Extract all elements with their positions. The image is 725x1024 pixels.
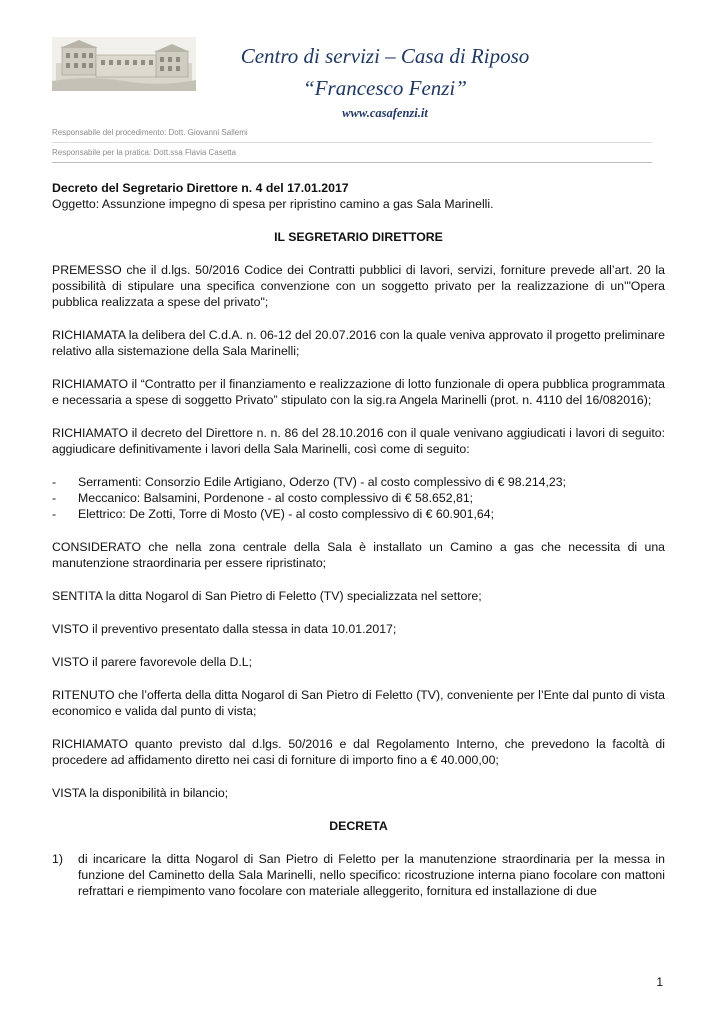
list-bullet: - — [52, 475, 57, 489]
list-item — [52, 490, 665, 506]
building-logo — [52, 37, 196, 91]
premise-paragraph: PREMESSO che il d.lgs. 50/2016 Codice dei Contratti pubblici di lavori, servizi, forniture prevede all’art. 20 la possibilità di stipulare una specifica convenzione con un soggetto privato per la realizzazione di un'"Opera pubblica realizzata a spese del privato"; — [52, 263, 665, 309]
header-divider — [52, 162, 652, 163]
case-manager: Responsabile per la pratica: Dott.ssa Flavia Casetta — [52, 148, 237, 157]
decree-title: Decreto del Segretario Direttore n. 4 del 17.01.2017 — [52, 181, 349, 195]
recital-paragraph: VISTA la disponibilità in bilancio; — [52, 786, 229, 800]
recital-paragraph: VISTO il parere favorevole della D.L; — [52, 655, 253, 669]
website-link[interactable]: www.casafenzi.it — [342, 106, 428, 120]
recital-paragraph: SENTITA la ditta Nogarol di San Pietro di Feletto (TV) specializzata nel settore; — [52, 589, 482, 603]
decree-item-text: di incaricare la ditta Nogarol di San Pietro di Feletto per la manutenzione straordinaria per la messa in funzione del Caminetto della Sala Marinelli, nello specifico: ricostruzione interna piano focolare con mattoni refrattari e riempimento vano focolare con materiale alleggerito, fornitura ed installazione di due — [78, 852, 665, 898]
decree-subject: Oggetto: Assunzione impegno di spesa per ripristino camino a gas Sala Marinelli. — [52, 197, 494, 211]
list-item-text: Meccanico: Balsamini, Pordenone - al costo complessivo di € 58.652,81; — [78, 491, 474, 505]
procedure-manager: Responsabile del procedimento: Dott. Giovanni Sallemi — [52, 128, 248, 137]
recital-paragraph: VISTO il preventivo presentato dalla stessa in data 10.01.2017; — [52, 622, 397, 636]
list-bullet: - — [52, 507, 57, 521]
list-item-text: Serramenti: Consorzio Edile Artigiano, Oderzo (TV) - al costo complessivo di € 98.214,23; — [78, 475, 567, 489]
document-body — [52, 180, 665, 899]
recital-paragraph: RICHIAMATO il decreto del Direttore n. n. 86 del 28.10.2016 con il quale venivano aggiudicati i lavori di seguito: aggiudicare definitivamente i lavori della Sala Marinelli, così come di seguito: — [52, 426, 665, 456]
recital-paragraph: CONSIDERATO che nella zona centrale della Sala è installato un Camino a gas che necessita di una manutenzione straordinaria per essere ripristinato; — [52, 540, 665, 570]
list-bullet: - — [52, 491, 57, 505]
recital-paragraph: RICHIAMATO quanto previsto dal d.lgs. 50/2016 e dal Regolamento Interno, che prevedono la facoltà di procedere ad affidamento diretto nei casi di forniture di importo fino a € 40.000,00; — [52, 737, 665, 767]
recital-paragraph: RITENUTO che l’offerta della ditta Nogarol di San Pietro di Feletto (TV), conveniente per l’Ente dal punto di vista economico e valida dal punto di vista; — [52, 688, 665, 718]
header-divider-light — [52, 142, 652, 143]
list-item — [52, 474, 665, 490]
recital-paragraph: RICHIAMATO il “Contratto per il finanziamento e realizzazione di lotto funzionale di opera pubblica programmata e necessaria a spese di soggetto Privato” stipulato con la sig.ra Angela Marinelli (prot. n. 4110 del 16/082016); — [52, 377, 665, 407]
authority-heading: IL SEGRETARIO DIRETTORE — [274, 230, 443, 244]
institution-name: Centro di servizi – Casa di Riposo — [240, 44, 530, 68]
decree-item-number: 1) — [52, 852, 63, 866]
list-item-text: Elettrico: De Zotti, Torre di Mosto (VE) - al costo complessivo di € 60.901,64; — [78, 507, 494, 521]
contracts-list — [52, 474, 665, 522]
recital-paragraph: RICHIAMATA la delibera del C.d.A. n. 06-12 del 20.07.2016 con la quale veniva approvato il progetto preliminare relativo alla sistemazione della Sala Marinelli; — [52, 328, 665, 358]
list-item — [52, 506, 665, 522]
decrees-heading: DECRETA — [329, 819, 388, 833]
decree-item — [52, 851, 665, 899]
page-number: 1 — [656, 975, 663, 989]
institution-subtitle: “Francesco Fenzi” — [303, 76, 467, 100]
